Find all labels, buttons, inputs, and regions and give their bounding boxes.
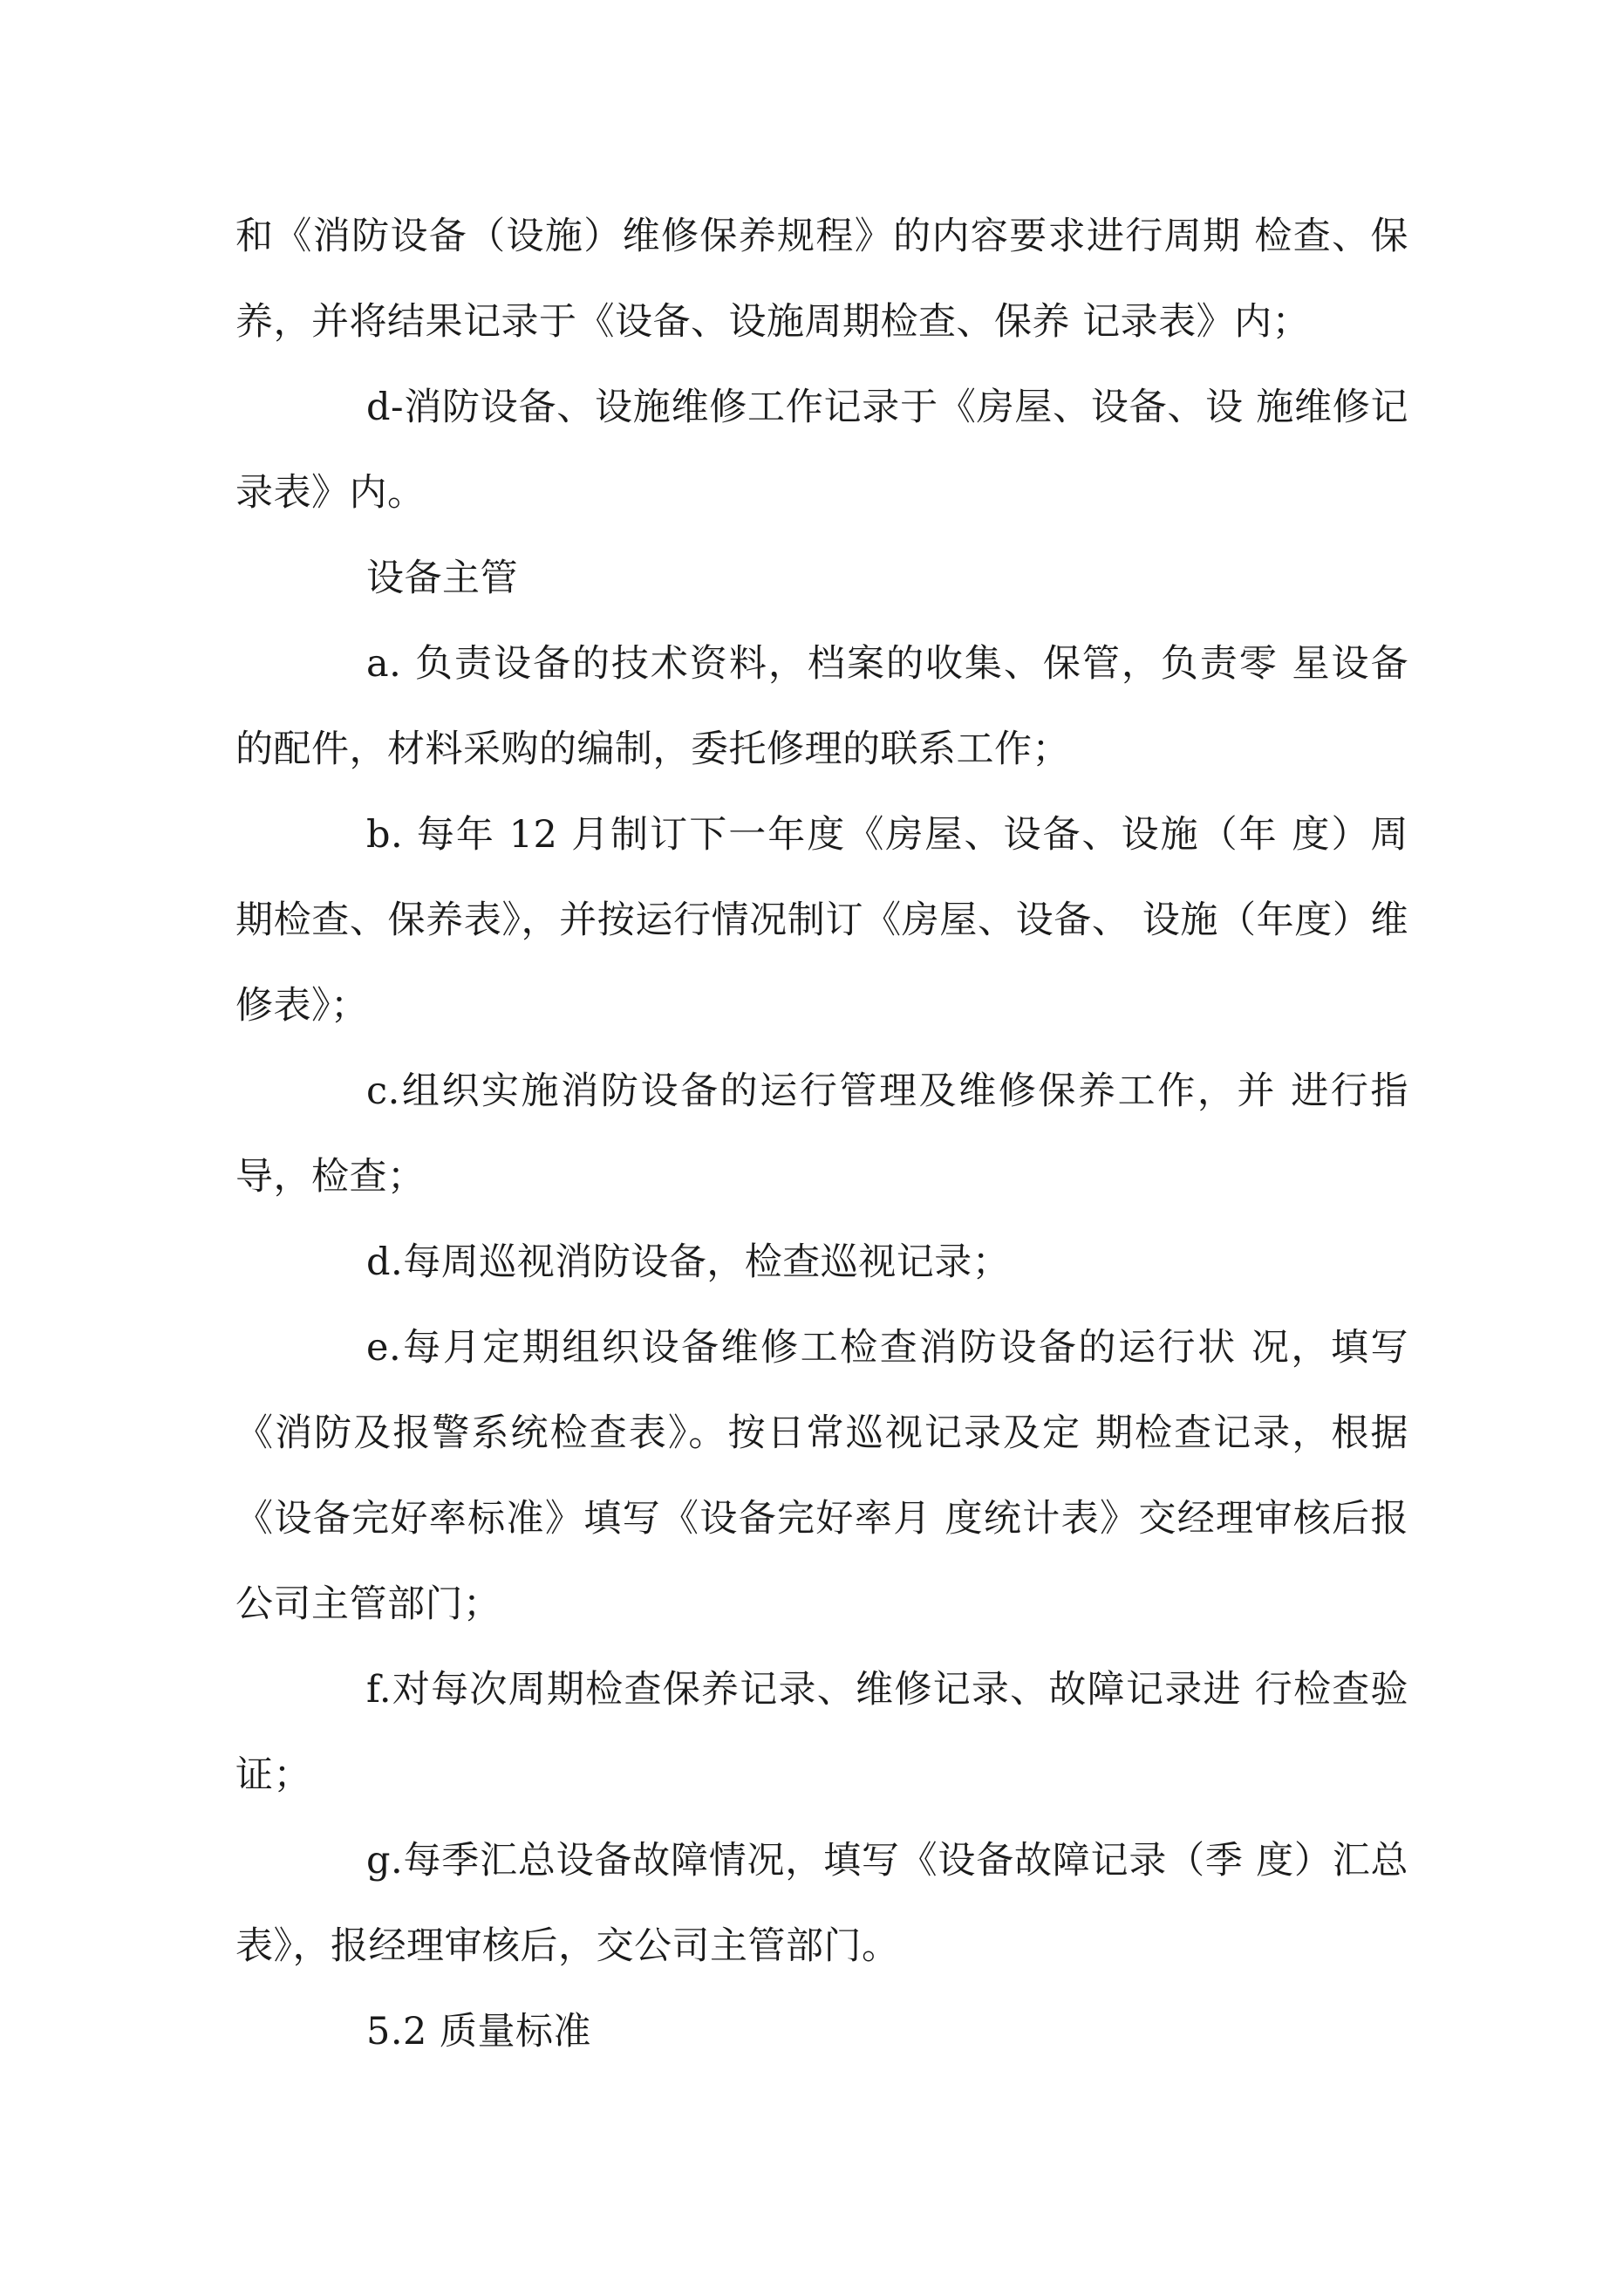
paragraph-item-e: e.每月定期组织设备维修工检查消防设备的运行状 况，填写《消防及报警系统检查表》。按日常巡视记录及定 期检查记录，根据《设备完好率标准》填写《设备完好率月 度统计表》交经理审核后报公司主管部门； — [235, 1326, 1408, 1626]
paragraph-continuation: 和《消防设备（设施）维修保养规程》的内容要求进行周期 检查、保养，并将结果记录于《设备、设施周期检查、保养 记录表》内； — [235, 215, 1408, 344]
paragraph-item-g: g.每季汇总设备故障情况，填写《设备故障记录（季 度）汇总表》，报经理审核后，交公司主管部门。 — [235, 1839, 1408, 1968]
paragraph-item-b: b. 每年 12 月制订下一年度《房屋、设备、设施（年 度）周期检查、保养表》，并按运行情况制订《房屋、设备、 设施（年度）维修表》； — [235, 813, 1408, 1028]
section-heading-quality-standard: 5.2 质量标准 — [366, 2010, 592, 2053]
paragraph-item-c: c.组织实施消防设备的运行管理及维修保养工作，并 进行指导，检查； — [235, 1069, 1408, 1199]
paragraph-item-d: d.每周巡视消防设备，检查巡视记录； — [366, 1240, 1011, 1284]
paragraph-d-record: d-消防设备、设施维修工作记录于《房屋、设备、设 施维修记录表》内。 — [235, 386, 1408, 515]
paragraph-item-a: a. 负责设备的技术资料，档案的收集、保管，负责零 星设备的配件，材料采购的编制，委托修理的联系工作； — [235, 642, 1408, 771]
section-heading-equipment-supervisor: 设备主管 — [366, 557, 518, 600]
document-body — [235, 194, 1408, 2074]
paragraph-item-f: f.对每次周期检查保养记录、维修记录、故障记录进 行检查验证； — [235, 1668, 1408, 1797]
